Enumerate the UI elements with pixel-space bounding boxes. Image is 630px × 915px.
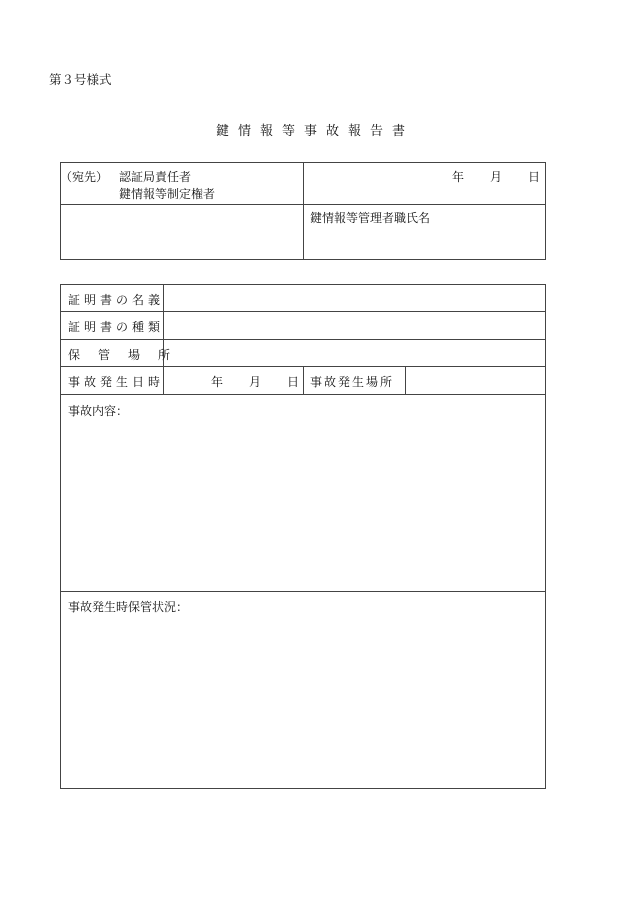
cert-type-label: 証明書の種類 xyxy=(68,320,165,334)
incident-date-year: 年 xyxy=(211,375,224,389)
report-date-month: 月 xyxy=(490,170,503,184)
incident-date-month: 月 xyxy=(249,375,262,389)
incident-place-label: 事故発生場所 xyxy=(310,375,395,389)
storage-location-label: 保管場所 xyxy=(68,348,189,362)
incident-date-day: 日 xyxy=(287,375,300,389)
form-number: 第３号様式 xyxy=(49,72,112,87)
header-table-divider-vertical xyxy=(303,162,304,260)
report-date-day: 日 xyxy=(528,170,541,184)
detail-row-divider-1 xyxy=(60,311,546,312)
storage-status-label: 事故発生時保管状況： xyxy=(68,600,189,614)
form-title: 鍵情報等事故報告書 xyxy=(215,124,414,139)
addressee-line-1: 認証局責任者 xyxy=(119,170,192,184)
report-date-year: 年 xyxy=(452,170,465,184)
manager-name-label: 鍵情報等管理者職氏名 xyxy=(310,211,431,225)
addressee-line-2: 鍵情報等制定権者 xyxy=(119,187,216,201)
place-value-divider xyxy=(405,366,406,394)
incident-content-label: 事故内容： xyxy=(68,404,129,418)
detail-row-divider-5 xyxy=(60,591,546,592)
incident-datetime-label: 事故発生日時 xyxy=(68,375,165,389)
date-place-divider xyxy=(303,366,304,394)
detail-row-divider-2 xyxy=(60,339,546,340)
cert-name-label: 証明書の名義 xyxy=(68,293,165,307)
addressee-prefix: （宛先） xyxy=(60,170,109,184)
detail-row-divider-4 xyxy=(60,394,546,395)
